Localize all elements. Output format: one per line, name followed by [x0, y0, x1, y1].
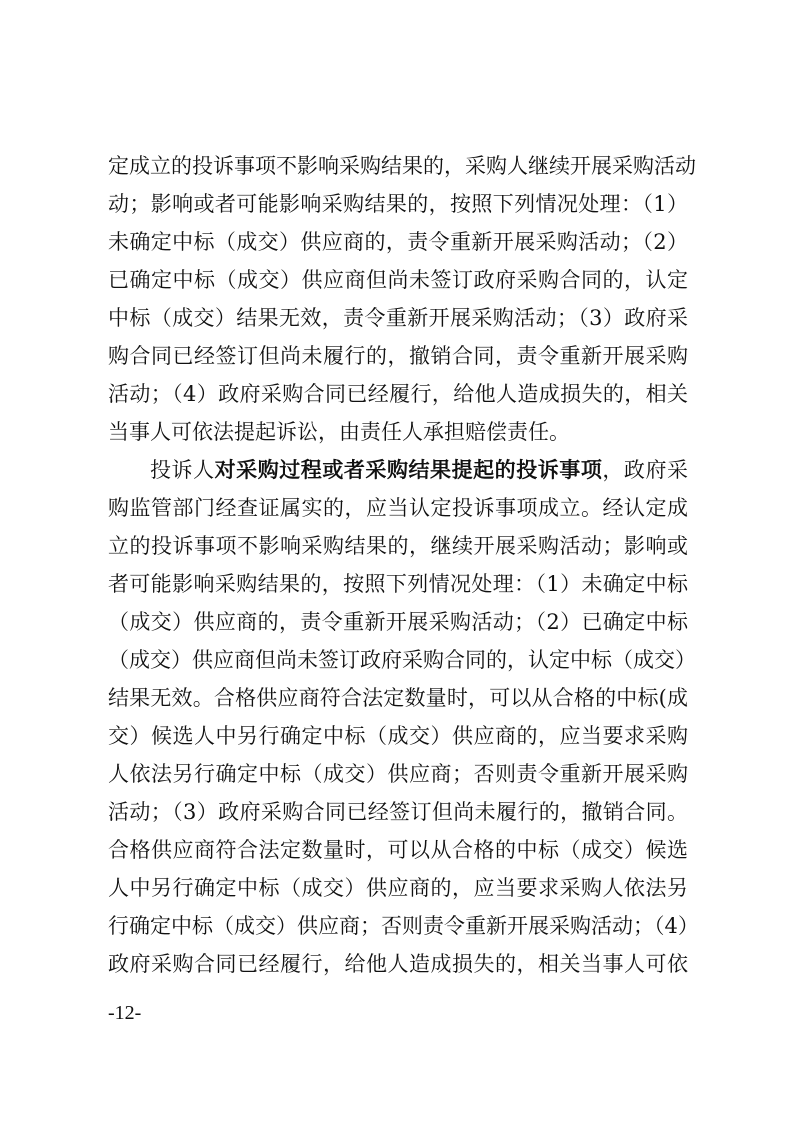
text-line: 立的投诉事项不影响采购结果的，继续开展采购活动；影响或	[108, 534, 688, 558]
text-suffix: ，政府采	[602, 458, 688, 482]
text-line: 活动；（3）政府采购合同已经签订但尚未履行的，撤销合同。	[108, 800, 688, 824]
text-line: （成交）供应商的，责令重新开展采购活动；（2）已确定中标	[108, 610, 688, 634]
text-line-first	[150, 452, 688, 488]
text-line: 政府采购合同已经履行，给他人造成损失的，相关当事人可依	[108, 952, 688, 976]
text-line: 已确定中标（成交）供应商但尚未签订政府采购合同的，认定	[108, 268, 688, 292]
text-line: 未确定中标（成交）供应商的，责令重新开展采购活动；（2）	[108, 230, 688, 254]
text-line: 结果无效。合格供应商符合法定数量时，可以从合格的中标(成	[108, 686, 688, 710]
text-line: 购合同已经签订但尚未履行的，撤销合同，责令重新开展采购	[108, 344, 688, 368]
text-line: 当事人可依法提起诉讼，由责任人承担赔偿责任。	[108, 420, 570, 444]
text-line: 中标（成交）结果无效，责令重新开展采购活动；（3）政府采	[108, 306, 688, 330]
text-line: 交）候选人中另行确定中标（成交）供应商的，应当要求采购	[108, 724, 688, 748]
page-number: -12-	[108, 1002, 142, 1024]
text-line: 购监管部门经查证属实的，应当认定投诉事项成立。经认定成	[108, 496, 688, 520]
text-line: （成交）供应商但尚未签订政府采购合同的，认定中标（成交）	[108, 648, 696, 672]
text-line: 行确定中标（成交）供应商；否则责令重新开展采购活动；（4）	[108, 914, 699, 938]
text-line: 人依法另行确定中标（成交）供应商；否则责令重新开展采购	[108, 762, 688, 786]
bold-emphasis: 对采购过程或者采购结果提起的投诉事项	[214, 457, 603, 482]
text-line: 合格供应商符合法定数量时，可以从合格的中标（成交）候选	[108, 838, 688, 862]
text-prefix: 投诉人	[150, 458, 215, 482]
text-line: 活动；（4）政府采购合同已经履行，给他人造成损失的，相关	[108, 382, 688, 406]
text-line: 人中另行确定中标（成交）供应商的，应当要求采购人依法另	[108, 876, 688, 900]
text-line: 定成立的投诉事项不影响采购结果的，采购人继续开展采购活动	[108, 154, 696, 178]
text-line: 者可能影响采购结果的，按照下列情况处理：（1）未确定中标	[108, 572, 688, 596]
text-line: 动；影响或者可能影响采购结果的，按照下列情况处理：（1）	[108, 192, 688, 216]
